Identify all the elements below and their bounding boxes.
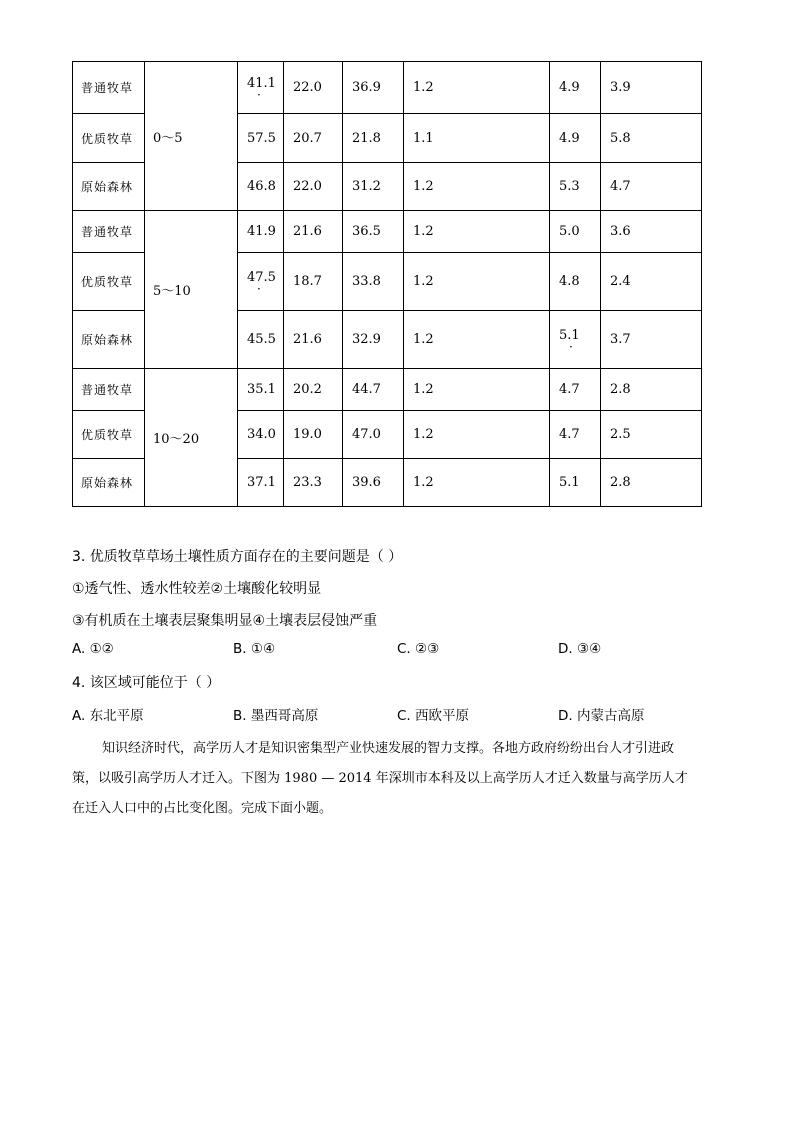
plant-type-cell: 优质牧草 [73, 411, 145, 459]
value-cell-2: 22.0 [284, 163, 343, 211]
value-cell-1: 37.1 [238, 459, 284, 507]
value-cell-4: 1.2 [404, 62, 550, 114]
q3-option-a: A. ①② [72, 641, 114, 657]
cell-value: 5.1 [559, 327, 580, 343]
value-cell-4: 1.2 [404, 163, 550, 211]
plant-type-cell: 普通牧草 [73, 369, 145, 411]
plant-type-cell: 普通牧草 [73, 62, 145, 114]
value-cell-4: 1.2 [404, 211, 550, 253]
value-cell-2: 19.0 [284, 411, 343, 459]
value-cell-3: 44.7 [343, 369, 404, 411]
value-cell-1: 35.1 [238, 369, 284, 411]
decimal-dot-mark: · [257, 87, 261, 102]
value-cell-5: 4.7 [550, 369, 601, 411]
q3-option-b: B. ①④ [233, 641, 276, 657]
soil-data-table [72, 61, 702, 507]
value-cell-1: 34.0 [238, 411, 284, 459]
value-cell-2: 22.0 [284, 62, 343, 114]
question-3-line-1: ①透气性、透水性较差②土壤酸化较明显 [72, 581, 322, 597]
value-cell-6: 2.8 [601, 459, 702, 507]
value-cell-1 [238, 62, 284, 114]
value-cell-3: 31.2 [343, 163, 404, 211]
value-cell-5: 4.9 [550, 114, 601, 163]
passage-line-2: 策，以吸引高学历人才迁入。下图为 1980 — 2014 年深圳市本科及以上高学历人才迁入数量与高学历人才 [72, 771, 688, 786]
value-cell-4: 1.2 [404, 369, 550, 411]
question-3-stem: 3. 优质牧草草场土壤性质方面存在的主要问题是（ ） [72, 549, 403, 565]
value-cell-1: 57.5 [238, 114, 284, 163]
depth-range-cell: 10～20 [145, 369, 238, 507]
q4-option-b: B. 墨西哥高原 [233, 708, 319, 724]
q4-option-a: A. 东北平原 [72, 708, 144, 724]
value-cell-5: 5.1 [550, 459, 601, 507]
passage-line-1: 知识经济时代，高学历人才是知识密集型产业快速发展的智力支撑。各地方政府纷纷出台人才引进政 [102, 741, 675, 756]
plant-type-cell: 原始森林 [73, 163, 145, 211]
value-cell-5: 4.7 [550, 411, 601, 459]
value-cell-3: 47.0 [343, 411, 404, 459]
q4-option-c: C. 西欧平原 [397, 708, 470, 724]
value-cell-3: 36.5 [343, 211, 404, 253]
cell-value: 41.1 [247, 75, 276, 91]
value-cell-3: 36.9 [343, 62, 404, 114]
value-cell-2: 18.7 [284, 253, 343, 311]
q3-option-d: D. ③④ [558, 641, 602, 657]
value-cell-2: 21.6 [284, 311, 343, 369]
value-cell-1: 45.5 [238, 311, 284, 369]
table-row [73, 211, 702, 253]
value-cell-3: 33.8 [343, 253, 404, 311]
value-cell-3: 21.8 [343, 114, 404, 163]
passage-line-3: 在迁入人口中的占比变化图。完成下面小题。 [72, 801, 333, 816]
value-cell-3: 32.9 [343, 311, 404, 369]
value-cell-4: 1.2 [404, 411, 550, 459]
depth-range-cell: 5～10 [145, 211, 238, 369]
value-cell-5: 4.8 [550, 253, 601, 311]
plant-type-cell: 原始森林 [73, 311, 145, 369]
depth-range-cell: 0～5 [145, 62, 238, 211]
value-cell-5 [550, 311, 601, 369]
value-cell-5: 5.3 [550, 163, 601, 211]
value-cell-6: 4.7 [601, 163, 702, 211]
value-cell-5: 4.9 [550, 62, 601, 114]
value-cell-4: 1.1 [404, 114, 550, 163]
value-cell-2: 23.3 [284, 459, 343, 507]
q3-option-c: C. ②③ [397, 641, 440, 657]
value-cell-4: 1.2 [404, 311, 550, 369]
value-cell-1: 46.8 [238, 163, 284, 211]
value-cell-6: 3.9 [601, 62, 702, 114]
plant-type-cell: 原始森林 [73, 459, 145, 507]
q4-option-d: D. 内蒙古高原 [558, 708, 645, 724]
value-cell-1 [238, 253, 284, 311]
table-row [73, 62, 702, 114]
value-cell-6: 2.5 [601, 411, 702, 459]
value-cell-6: 2.4 [601, 253, 702, 311]
value-cell-2: 20.2 [284, 369, 343, 411]
table-row [73, 369, 702, 411]
value-cell-6: 5.8 [601, 114, 702, 163]
cell-value: 47.5 [247, 269, 276, 285]
value-cell-5: 5.0 [550, 211, 601, 253]
decimal-dot-mark: · [257, 281, 261, 296]
value-cell-4: 1.2 [404, 459, 550, 507]
value-cell-6: 3.6 [601, 211, 702, 253]
question-3-line-2: ③有机质在土壤表层聚集明显④土壤表层侵蚀严重 [72, 613, 378, 629]
value-cell-6: 2.8 [601, 369, 702, 411]
value-cell-2: 20.7 [284, 114, 343, 163]
decimal-dot-mark: · [569, 339, 573, 354]
question-4-stem: 4. 该区域可能位于（ ） [72, 675, 221, 691]
value-cell-1: 41.9 [238, 211, 284, 253]
value-cell-4: 1.2 [404, 253, 550, 311]
plant-type-cell: 优质牧草 [73, 114, 145, 163]
value-cell-3: 39.6 [343, 459, 404, 507]
plant-type-cell: 优质牧草 [73, 253, 145, 311]
value-cell-2: 21.6 [284, 211, 343, 253]
value-cell-6: 3.7 [601, 311, 702, 369]
plant-type-cell: 普通牧草 [73, 211, 145, 253]
